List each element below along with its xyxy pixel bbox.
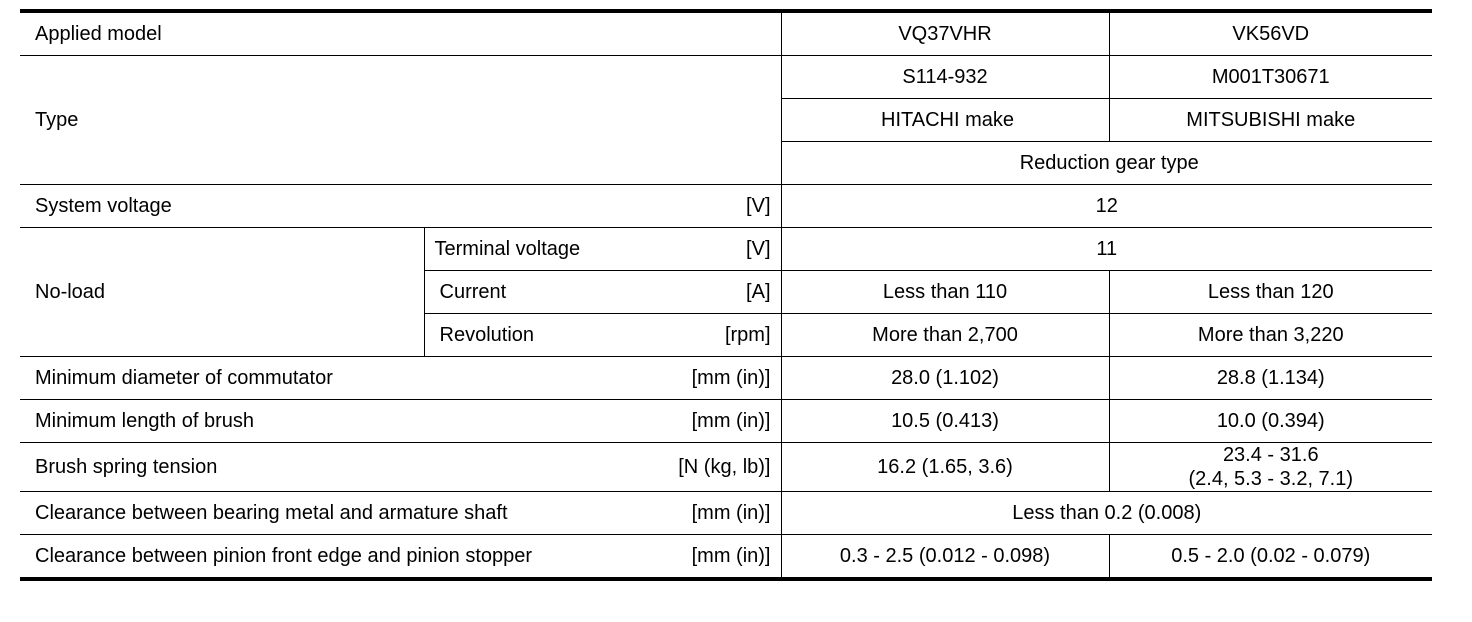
row-commutator [20,357,1432,400]
spring-tension-vk-line1: 23.4 - 31.6 [1222,444,1319,466]
spring-tension-label-cell [20,443,781,492]
current-label-cell [424,271,781,314]
pinion-clearance-unit: [mm (in)] [691,545,771,567]
system-voltage-value: 12 [781,185,1432,228]
type-code-vk: M001T30671 [1109,56,1432,99]
brush-length-unit: [mm (in)] [691,410,771,432]
type-label: Type [20,56,781,185]
terminal-voltage-unit: [V] [746,238,771,260]
type-make-vq: HITACHI make [781,99,1109,142]
terminal-voltage-label-cell [424,228,781,271]
system-voltage-unit: [V] [746,195,771,217]
spring-tension-label: Brush spring tension [35,456,218,478]
commutator-unit: [mm (in)] [691,367,771,389]
current-vk: Less than 120 [1109,271,1432,314]
revolution-vq: More than 2,700 [781,314,1109,357]
terminal-voltage-value: 11 [781,228,1432,271]
type-code-vq: S114-932 [781,56,1109,99]
row-type-code [20,56,1432,99]
row-system-voltage [20,185,1432,228]
type-gear: Reduction gear type [781,142,1432,185]
row-bearing-clearance [20,492,1432,535]
system-voltage-label: System voltage [35,195,172,217]
pinion-clearance-label: Clearance between pinion front edge and pinion stopper [35,545,533,567]
brush-length-vk: 10.0 (0.394) [1109,400,1432,443]
current-unit: [A] [746,281,771,303]
no-load-label: No-load [20,228,424,357]
row-spring-tension [20,443,1432,492]
revolution-unit: [rpm] [724,324,771,346]
system-voltage-label-cell [20,185,781,228]
type-make-vk: MITSUBISHI make [1109,99,1432,142]
revolution-label-cell [424,314,781,357]
spring-tension-vk-line2: (2.4, 5.3 - 3.2, 7.1) [1188,468,1354,490]
bearing-clearance-label: Clearance between bearing metal and armature shaft [35,502,508,524]
row-applied-model [20,11,1432,56]
commutator-vk: 28.8 (1.134) [1109,357,1432,400]
pinion-clearance-vk: 0.5 - 2.0 (0.02 - 0.079) [1109,535,1432,580]
bearing-clearance-label-cell [20,492,781,535]
bearing-clearance-unit: [mm (in)] [691,502,771,524]
pinion-clearance-label-cell [20,535,781,580]
revolution-vk: More than 3,220 [1109,314,1432,357]
brush-length-label-cell [20,400,781,443]
current-vq: Less than 110 [781,271,1109,314]
spring-tension-vk [1109,443,1432,492]
bearing-clearance-value: Less than 0.2 (0.008) [781,492,1432,535]
row-pinion-clearance [20,535,1432,580]
revolution-label: Revolution [439,324,535,346]
spec-table [20,9,1432,581]
commutator-vq: 28.0 (1.102) [781,357,1109,400]
applied-model-label: Applied model [20,11,781,56]
commutator-label: Minimum diameter of commutator [35,367,333,389]
pinion-clearance-vq: 0.3 - 2.5 (0.012 - 0.098) [781,535,1109,580]
commutator-label-cell [20,357,781,400]
row-brush-length [20,400,1432,443]
brush-length-label: Minimum length of brush [35,410,254,432]
spring-tension-vq: 16.2 (1.65, 3.6) [781,443,1109,492]
terminal-voltage-label: Terminal voltage [434,238,581,260]
spring-tension-unit: [N (kg, lb)] [678,456,771,478]
model-vq37vhr: VQ37VHR [781,11,1109,56]
current-label: Current [439,281,507,303]
row-terminal-voltage [20,228,1432,271]
brush-length-vq: 10.5 (0.413) [781,400,1109,443]
model-vk56vd: VK56VD [1109,11,1432,56]
